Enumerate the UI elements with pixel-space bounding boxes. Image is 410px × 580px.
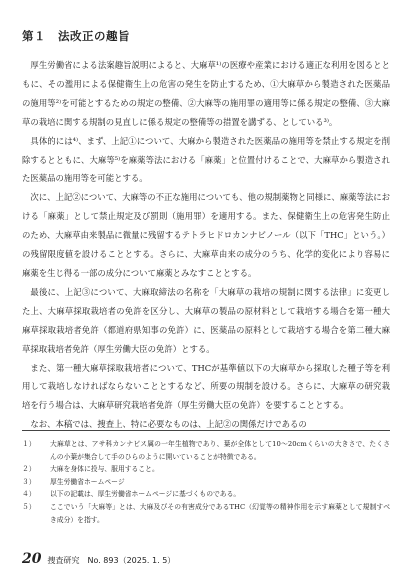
- footnotes: [22, 438, 390, 526]
- footnote: [22, 476, 390, 489]
- footnote-divider: [22, 430, 390, 431]
- paragraph: なお、本稿では、捜査上、特に必要なものは、上記②の関係だけであるの: [30, 419, 307, 430]
- footnote: [22, 463, 390, 476]
- body-text: [22, 56, 390, 434]
- footnote-text: ここでいう「大麻等」とは、大麻及びその有害成分であるTHC（幻覚等の精神作用を示す麻薬として規制すべき成分）を指す。: [50, 502, 390, 524]
- paragraph: 具体的には⁴⁾、まず、上記①について、大麻から製造された医薬品の施用等を禁止する規定を削除するとともに、大麻等⁵⁾を麻薬等法における「麻薬」と位置付けることで、大麻草から製造された医薬品の施用等を可能とする。: [22, 135, 390, 184]
- journal-citation: 捜査研究 No. 893（2025. 1. 5）: [47, 556, 176, 565]
- footnote-text: 以下の記載は、厚生労働省ホームページに基づくものである。: [50, 490, 241, 499]
- paragraph: また、第一種大麻草採取栽培者について、THCが基準値以下の大麻草から採取した種子等を利用して栽培しなければならないこととするなど、所要の規制を設ける。さらに、大麻草の研究栽培を行う場合は、大麻草研究栽培者免許（厚生労働大臣の免許）を要することとする。: [22, 362, 390, 411]
- section-title: 第１ 法改正の趣旨: [22, 29, 130, 43]
- footnote: [22, 501, 390, 526]
- footnote: [22, 488, 390, 501]
- footnote-text: 大麻草とは、アサ科カンナビス属の一年生植物であり、葉が全体として10～20cmくらいの大きさで、たくさんの小葉が集合して手のひらのように開いていることが特徴である。: [50, 440, 390, 461]
- footnote-text: 大麻を身体に投与、服用すること。: [50, 465, 159, 474]
- document-page: [22, 0, 390, 580]
- paragraph: 厚生労働省による法案趣旨説明によると、大麻草¹⁾の医療や産業における適正な利用を図るとともに、その濫用による保健衛生上の危害の発生を防止するため、①大麻草から製造された医薬品の施用等²⁾を可能とするための規定の整備、②大麻等の施用罪の適用等に係る規定の整備、③大麻草の栽培に関する規制の見直しに係る規定の整備等の措置を講ずる、としている³⁾。: [22, 60, 390, 127]
- footnote-number: ２）: [22, 465, 36, 474]
- footnote-number: ５）: [22, 502, 36, 511]
- footnote-number: １）: [22, 440, 36, 448]
- footnote-text: 厚生労働省ホームページ: [50, 477, 125, 486]
- footnote: [22, 438, 390, 463]
- footnote-number: ４）: [22, 490, 36, 499]
- paragraph: 最後に、上記③について、大麻取締法の名称を「大麻草の栽培の規制に関する法律」に変更した上、大麻草採取栽培者の免許を区分し、大麻草の製品の原材料として栽培する場合を第一種大麻草採取栽培者免許（都道府県知事の免許）に、医薬品の原料として栽培する場合を第二種大麻草採取栽培者免許（厚生労働大臣の免許）とする。: [22, 286, 390, 354]
- page-footer: [22, 548, 175, 567]
- page-number: 20: [22, 551, 42, 567]
- footnote-number: ３）: [22, 477, 36, 486]
- paragraph: 次に、上記②について、大麻等の不正な施用についても、他の規制薬物と同様に、麻薬等法における「麻薬」として禁止規定及び罰則（施用罪）を適用する。また、保健衛生上の危害発生防止のため、大麻草由来製品に微量に残留するテトラヒドロカンナビノール（以下「THC」という。）の残留限度値を設けることとする。さらに、大麻草由来の成分のうち、化学的変化により容易に麻薬を生じ得る一部の成分について麻薬とみなすこととする。: [22, 192, 391, 278]
